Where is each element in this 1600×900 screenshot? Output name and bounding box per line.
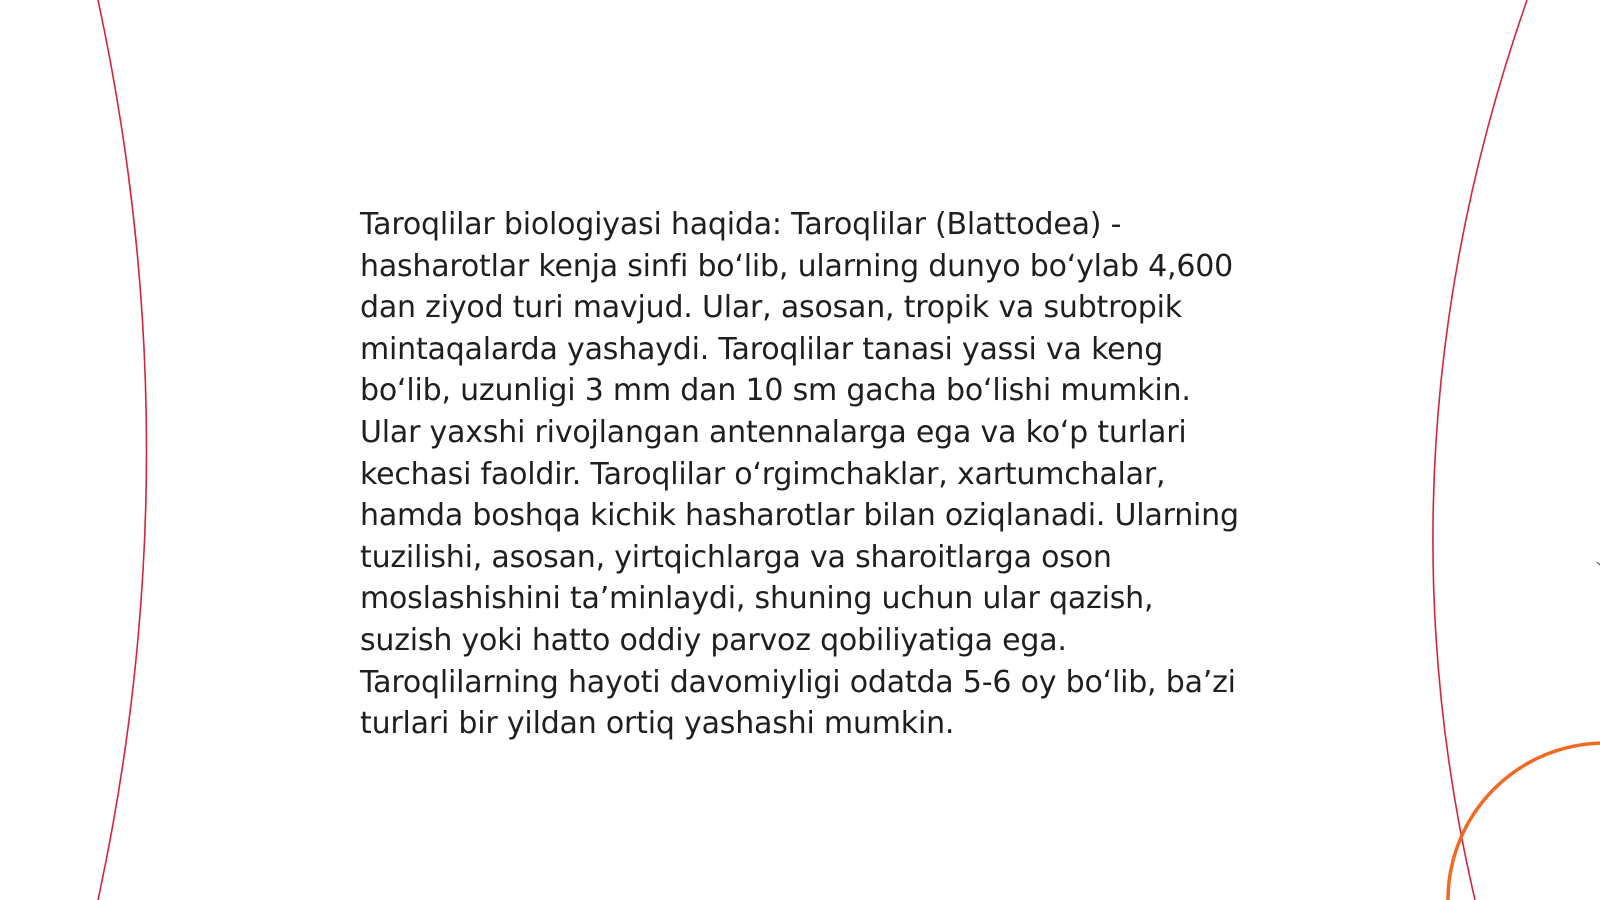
right-curve-line	[1433, 0, 1527, 900]
accent-ring	[1448, 743, 1600, 900]
left-curve-line	[98, 0, 147, 900]
slide-body-text: Taroqlilar biologiyasi haqida: Taroqlilar (Blattodea) - hasharotlar kenja sinfi bo‘lib, ularning dunyo bo‘ylab 4,600 dan ziyod turi mavjud. Ular, asosan, tropik va subtropik mintaqalarda yashaydi. Taroqlilar tanasi yassi va keng bo‘lib, uzunligi 3 mm dan 10 sm gacha bo‘lishi mumkin. Ular yaxshi rivojlangan antennalarga ega va ko‘p turlari kechasi faoldir. Taroqlilar o‘rgimchaklar, xartumchalar, hamda boshqa kichik hasharotlar bilan oziqlanadi. Ularning tuzilishi, asosan, yirtqichlarga va sharoitlarga oson moslashishini ta’minlaydi, shuning uchun ular qazish, suzish yoki hatto oddiy parvoz qobiliyatiga ega. Taroqlilarning hayoti davomiyligi odatda 5-6 oy bo‘lib, ba’zi turlari bir yildan ortiq yashashi mumkin.	[360, 207, 1239, 742]
